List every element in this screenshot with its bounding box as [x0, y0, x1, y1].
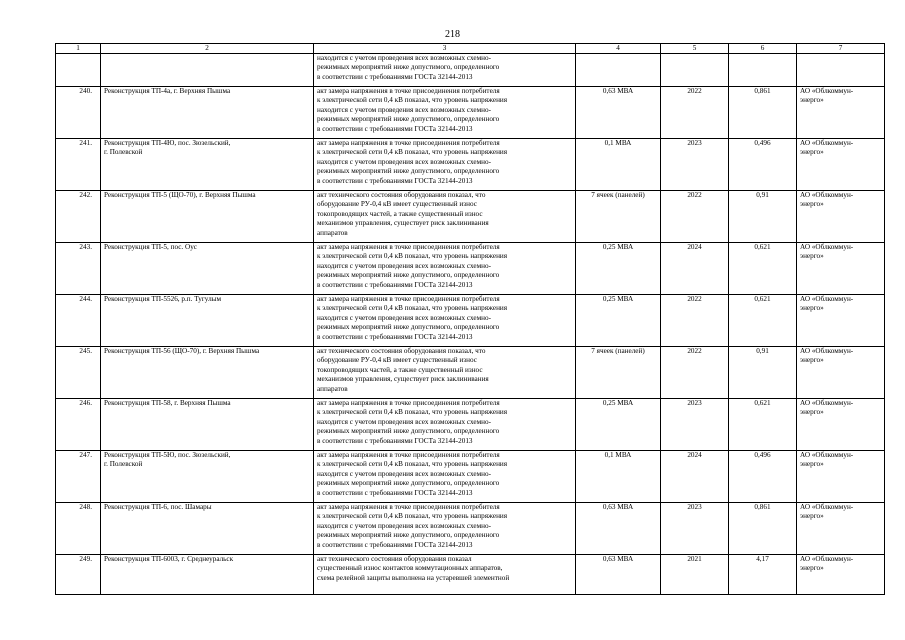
description-cell: акт замера напряжения в точке присоединения потребителя к электрической сети 0,4 кВ показал, что уровень напряжения находится с учетом проведения всех возможных схемно- режимных мероприятий ниже допустимого, определенного в соответствии с требованиями ГОСТа 32144-2013 — [314, 138, 576, 190]
header-row — [56, 44, 885, 54]
row-number-cell: 243. — [56, 242, 101, 294]
row-number-cell: 246. — [56, 398, 101, 450]
column-header: 6 — [729, 44, 797, 54]
object-name-cell: Реконструкция ТП-58, г. Верхняя Пышма — [101, 398, 314, 450]
document-table — [55, 43, 885, 595]
column-header: 1 — [56, 44, 101, 54]
object-name-cell: Реконструкция ТП-5526, р.п. Тугулым — [101, 294, 314, 346]
description-cell: находится с учетом проведения всех возможных схемно- режимных мероприятий ниже допустимого, определенного в соответствии с требованиями ГОСТа 32144-2013 — [314, 53, 576, 86]
organization-cell: АО «Облкоммун- энерго» — [797, 502, 885, 554]
table-row — [56, 346, 885, 398]
capacity-cell: 0,1 МВА — [576, 450, 661, 502]
table-row — [56, 554, 885, 594]
description-cell: акт замера напряжения в точке присоединения потребителя к электрической сети 0,4 кВ показал, что уровень напряжения находится с учетом проведения всех возможных схемно- режимных мероприятий ниже допустимого, определенного в соответствии с требованиями ГОСТа 32144-2013 — [314, 242, 576, 294]
column-header: 7 — [797, 44, 885, 54]
year-cell: 2023 — [661, 138, 729, 190]
organization-cell: АО «Облкоммун- энерго» — [797, 86, 885, 138]
object-name-cell: Реконструкция ТП-6, пос. Шамары — [101, 502, 314, 554]
table-row — [56, 398, 885, 450]
organization-cell: АО «Облкоммун- энерго» — [797, 190, 885, 242]
description-cell: акт технического состояния оборудования показал, что оборудование РУ-0,4 кВ имеет существенный износ токопроводящих частей, а также существенный износ механизмов управления, существует риск заклинивания аппаратов — [314, 190, 576, 242]
row-number-cell: 241. — [56, 138, 101, 190]
cost-cell: 0,861 — [729, 502, 797, 554]
year-cell: 2022 — [661, 294, 729, 346]
description-cell: акт замера напряжения в точке присоединения потребителя к электрической сети 0,4 кВ показал, что уровень напряжения находится с учетом проведения всех возможных схемно- режимных мероприятий ниже допустимого, определенного в соответствии с требованиями ГОСТа 32144-2013 — [314, 86, 576, 138]
organization-cell: АО «Облкоммун- энерго» — [797, 242, 885, 294]
object-name-cell: Реконструкция ТП-5Ю, пос. Зюзельский, г. Полевской — [101, 450, 314, 502]
row-number-cell: 242. — [56, 190, 101, 242]
table-row — [56, 450, 885, 502]
column-header: 4 — [576, 44, 661, 54]
year-cell: 2021 — [661, 554, 729, 594]
object-name-cell: Реконструкция ТП-4а, г. Верхняя Пышма — [101, 86, 314, 138]
organization-cell: АО «Облкоммун- энерго» — [797, 450, 885, 502]
object-name-cell: Реконструкция ТП-5 (ЩО-70), г. Верхняя Пышма — [101, 190, 314, 242]
organization-cell: АО «Облкоммун- энерго» — [797, 398, 885, 450]
row-number-cell: 244. — [56, 294, 101, 346]
year-cell: 2023 — [661, 398, 729, 450]
table-row — [56, 242, 885, 294]
year-cell: 2023 — [661, 502, 729, 554]
cost-cell: 0,861 — [729, 86, 797, 138]
capacity-cell: 0,1 МВА — [576, 138, 661, 190]
cost-cell: 0,91 — [729, 346, 797, 398]
table-row — [56, 138, 885, 190]
row-number-cell: 245. — [56, 346, 101, 398]
row-number-cell: 249. — [56, 554, 101, 594]
object-name-cell: Реконструкция ТП-56 (ЩО-70), г. Верхняя Пышма — [101, 346, 314, 398]
capacity-cell: 0,63 МВА — [576, 502, 661, 554]
capacity-cell: 0,25 МВА — [576, 242, 661, 294]
column-header: 5 — [661, 44, 729, 54]
cost-cell: 0,496 — [729, 450, 797, 502]
page-number: 218 — [445, 29, 460, 40]
column-header: 2 — [101, 44, 314, 54]
cost-cell: 0,621 — [729, 294, 797, 346]
table-row — [56, 502, 885, 554]
description-cell: акт технического состояния оборудования показал существенный износ контактов коммутационных аппаратов, схема релейной защиты выполнена на устаревшей элементной — [314, 554, 576, 594]
description-cell: акт замера напряжения в точке присоединения потребителя к электрической сети 0,4 кВ показал, что уровень напряжения находится с учетом проведения всех возможных схемно- режимных мероприятий ниже допустимого, определенного в соответствии с требованиями ГОСТа 32144-2013 — [314, 398, 576, 450]
description-cell: акт замера напряжения в точке присоединения потребителя к электрической сети 0,4 кВ показал, что уровень напряжения находится с учетом проведения всех возможных схемно- режимных мероприятий ниже допустимого, определенного в соответствии с требованиями ГОСТа 32144-2013 — [314, 450, 576, 502]
capacity-cell: 0,25 МВА — [576, 398, 661, 450]
year-cell: 2022 — [661, 86, 729, 138]
capacity-cell: 0,25 МВА — [576, 294, 661, 346]
year-cell: 2022 — [661, 346, 729, 398]
capacity-cell: 7 ячеек (панелей) — [576, 346, 661, 398]
capacity-cell: 0,63 МВА — [576, 554, 661, 594]
object-name-cell: Реконструкция ТП-6003, г. Среднеуральск — [101, 554, 314, 594]
cost-cell: 0,621 — [729, 398, 797, 450]
organization-cell: АО «Облкоммун- энерго» — [797, 138, 885, 190]
cost-cell: 0,91 — [729, 190, 797, 242]
table-row — [56, 294, 885, 346]
object-name-cell: Реконструкция ТП-5, пос. Оус — [101, 242, 314, 294]
table-row — [56, 190, 885, 242]
table-row — [56, 86, 885, 138]
year-cell: 2024 — [661, 242, 729, 294]
cost-cell: 4,17 — [729, 554, 797, 594]
description-cell: акт технического состояния оборудования показал, что оборудование РУ-0,4 кВ имеет существенный износ токопроводящих частей, а также существенный износ механизмов управления, существует риск заклинивания аппаратов — [314, 346, 576, 398]
description-cell: акт замера напряжения в точке присоединения потребителя к электрической сети 0,4 кВ показал, что уровень напряжения находится с учетом проведения всех возможных схемно- режимных мероприятий ниже допустимого, определенного в соответствии с требованиями ГОСТа 32144-2013 — [314, 294, 576, 346]
column-header: 3 — [314, 44, 576, 54]
capacity-cell: 0,63 МВА — [576, 86, 661, 138]
row-number-cell: 248. — [56, 502, 101, 554]
cost-cell: 0,496 — [729, 138, 797, 190]
cost-cell: 0,621 — [729, 242, 797, 294]
row-number-cell: 247. — [56, 450, 101, 502]
object-name-cell: Реконструкция ТП-4Ю, пос. Зюзельский, г. Полевской — [101, 138, 314, 190]
row-number-cell: 240. — [56, 86, 101, 138]
organization-cell: АО «Облкоммун- энерго» — [797, 346, 885, 398]
capacity-cell: 7 ячеек (панелей) — [576, 190, 661, 242]
year-cell: 2024 — [661, 450, 729, 502]
organization-cell: АО «Облкоммун- энерго» — [797, 294, 885, 346]
year-cell: 2022 — [661, 190, 729, 242]
description-cell: акт замера напряжения в точке присоединения потребителя к электрической сети 0,4 кВ показал, что уровень напряжения находится с учетом проведения всех возможных схемно- режимных мероприятий ниже допустимого, определенного в соответствии с требованиями ГОСТа 32144-2013 — [314, 502, 576, 554]
organization-cell: АО «Облкоммун- энерго» — [797, 554, 885, 594]
continuation-row — [56, 53, 885, 86]
